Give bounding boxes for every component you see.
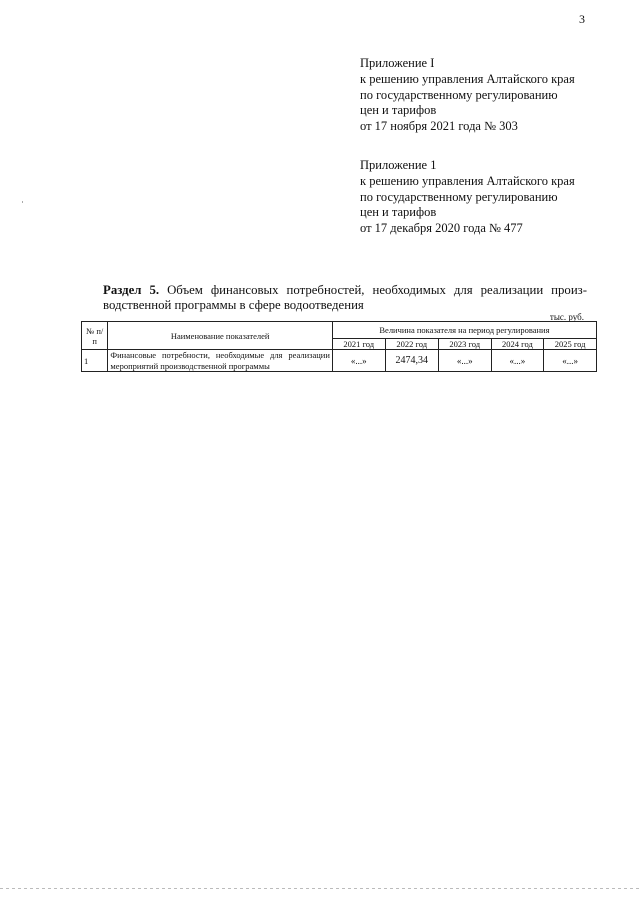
section-title-continuation: водственной программы в сфере водоотведения (103, 298, 364, 312)
scan-margin-mark (22, 201, 23, 203)
section-label: Раздел 5. (103, 283, 160, 297)
header-period: Величина показателя на период регулирования (332, 322, 596, 339)
row-name: Финансовые потребности, необходимые для реализации мероприятий производственной программы (108, 350, 332, 372)
appendix-amendment-line: Приложение I (360, 56, 435, 70)
row-value: «...» (438, 350, 491, 372)
header-year: 2021 год (332, 339, 385, 350)
page-number: 3 (579, 12, 585, 26)
header-num: № п/п (82, 322, 108, 350)
appendix-amendment-line: от 17 ноября 2021 года № 303 (360, 119, 518, 134)
appendix-amendment-line: цен и тарифов (360, 103, 437, 118)
appendix-amendment-line: к решению управления Алтайского края (360, 71, 575, 86)
appendix-original-line: цен и тарифов (360, 205, 437, 220)
appendix-original-line: Приложение 1 (360, 158, 437, 172)
appendix-amendment-block (360, 56, 620, 135)
row-num: 1 (82, 350, 108, 372)
appendix-original-line: от 17 декабря 2020 года № 477 (360, 221, 523, 236)
scan-bottom-edge (0, 888, 640, 889)
section-title (103, 283, 587, 299)
unit-label: тыс. руб. (549, 312, 584, 322)
header-year: 2022 год (385, 339, 438, 350)
table-row (82, 350, 597, 372)
row-value: «...» (491, 350, 544, 372)
indicators-table (81, 321, 597, 372)
appendix-original-block (360, 158, 620, 237)
row-value: «...» (332, 350, 385, 372)
header-year: 2024 год (491, 339, 544, 350)
appendix-amendment-line: по государственному регулированию (360, 87, 558, 102)
header-year: 2025 год (544, 339, 597, 350)
header-year: 2023 год (438, 339, 491, 350)
section-title-part1: Объем финансовых потребностей, необходимых для реализации произ- (159, 283, 587, 297)
row-value: «...» (544, 350, 597, 372)
appendix-original-line: к решению управления Алтайского края (360, 173, 575, 188)
row-value: 2474,34 (385, 350, 438, 372)
header-name: Наименование показателей (108, 322, 332, 350)
appendix-original-line: по государственному регулированию (360, 189, 558, 204)
